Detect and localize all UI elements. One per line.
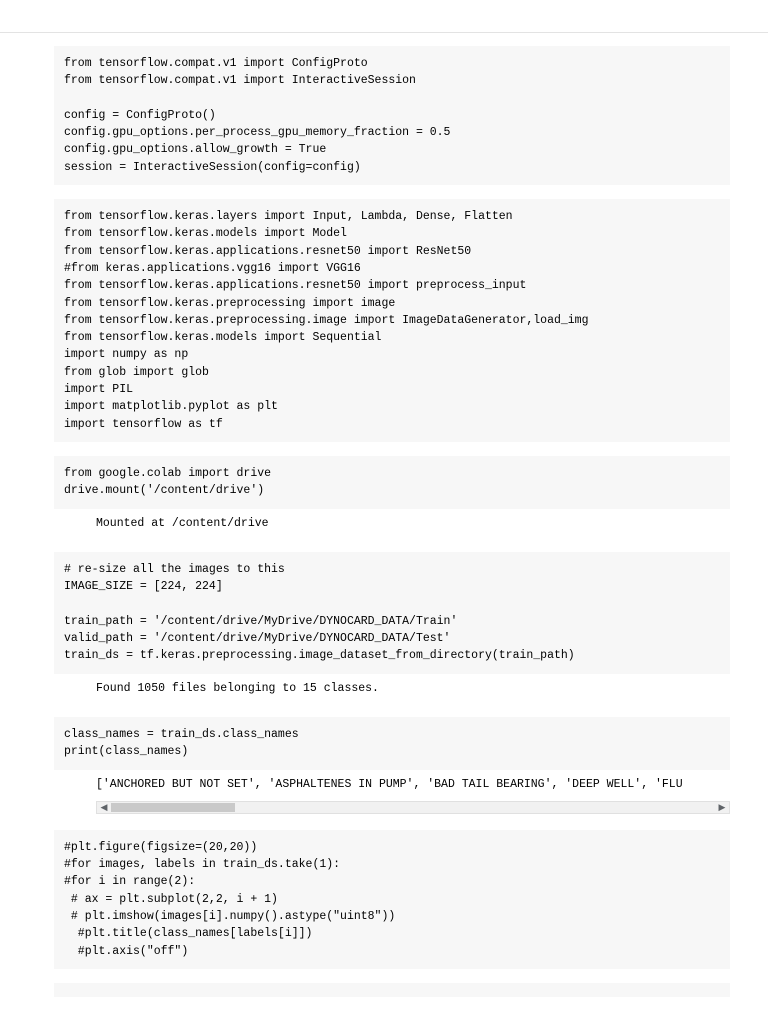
scrollbar-track[interactable] [96, 801, 730, 814]
code-line: print(class_names) [64, 745, 189, 759]
code-line: class_names = train_ds.class_names [64, 727, 299, 741]
output-horizontal-scrollbar[interactable] [54, 799, 730, 816]
code-line: IMAGE_SIZE = [224, 224] [64, 580, 223, 594]
scroll-left-arrow-icon[interactable]: ◀ [100, 801, 108, 812]
code-line: from tensorflow.keras.layers import Input, Lambda, Dense, Flatten [64, 210, 513, 224]
notebook-cell [54, 199, 730, 442]
cell-output-scrollable [54, 770, 730, 816]
code-line: # re-size all the images to this [64, 562, 285, 576]
code-line: import PIL [64, 383, 134, 397]
code-line: #for images, labels in train_ds.take(1): [64, 858, 341, 872]
code-cell[interactable] [54, 456, 730, 509]
code-line: from tensorflow.keras.models import Model [64, 227, 347, 241]
code-line: session = InteractiveSession(config=config) [64, 160, 361, 174]
scroll-right-arrow-icon[interactable]: ▶ [718, 801, 726, 812]
output-text: ['ANCHORED BUT NOT SET', 'ASPHALTENES IN PUMP', 'BAD TAIL BEARING', 'DEEP WELL', 'FLU [96, 777, 683, 791]
notebook-cell [54, 717, 730, 816]
notebook-cell-partial [54, 983, 730, 997]
output-text: Found 1050 files belonging to 15 classes. [96, 681, 379, 695]
output-text: Mounted at /content/drive [96, 516, 269, 530]
notebook-cell [54, 830, 730, 969]
code-line: from glob import glob [64, 365, 209, 379]
code-line: from tensorflow.compat.v1 import ConfigProto [64, 57, 368, 70]
code-cell[interactable] [54, 199, 730, 442]
code-line: from tensorflow.compat.v1 import InteractiveSession [64, 74, 416, 88]
code-line: from tensorflow.keras.models import Sequential [64, 331, 382, 345]
code-line: from tensorflow.keras.preprocessing.image import ImageDataGenerator,load_img [64, 313, 589, 327]
code-line: config = ConfigProto() [64, 108, 216, 122]
code-cell[interactable] [54, 717, 730, 770]
code-line: valid_path = '/content/drive/MyDrive/DYNOCARD_DATA/Test' [64, 632, 451, 646]
code-line: from google.colab import drive [64, 466, 272, 480]
code-line-blank [64, 595, 730, 612]
code-line: #plt.axis("off") [64, 944, 189, 958]
code-line: #plt.title(class_names[labels[i]]) [64, 927, 313, 941]
notebook-body [54, 46, 730, 1011]
code-line: train_ds = tf.keras.preprocessing.image_dataset_from_directory(train_path) [64, 649, 575, 663]
code-line: from tensorflow.keras.preprocessing import image [64, 296, 396, 310]
code-line: from tensorflow.keras.applications.resnet50 import preprocess_input [64, 279, 527, 293]
code-line: import tensorflow as tf [64, 417, 223, 431]
cell-output [54, 674, 730, 703]
code-line: config.gpu_options.per_process_gpu_memory_fraction = 0.5 [64, 126, 451, 140]
code-line: import numpy as np [64, 348, 189, 362]
code-line: config.gpu_options.allow_growth = True [64, 143, 327, 157]
code-cell[interactable] [54, 46, 730, 185]
code-line: drive.mount('/content/drive') [64, 484, 265, 498]
notebook-cell [54, 46, 730, 185]
code-line: #from keras.applications.vgg16 import VGG16 [64, 261, 361, 275]
cell-output [54, 509, 730, 538]
code-cell[interactable] [54, 552, 730, 674]
code-line: # ax = plt.subplot(2,2, i + 1) [64, 892, 278, 906]
notebook-cell [54, 456, 730, 538]
code-line-blank [64, 90, 730, 107]
code-line: import matplotlib.pyplot as plt [64, 400, 278, 414]
code-line: from tensorflow.keras.applications.resnet50 import ResNet50 [64, 244, 472, 258]
code-cell-clipped[interactable] [54, 983, 730, 997]
notebook-cell [54, 552, 730, 703]
code-line: #plt.figure(figsize=(20,20)) [64, 840, 258, 854]
page-top-divider [0, 32, 768, 33]
code-line: train_path = '/content/drive/MyDrive/DYNOCARD_DATA/Train' [64, 614, 458, 628]
code-line: #for i in range(2): [64, 875, 196, 889]
code-line: # plt.imshow(images[i].numpy().astype("uint8")) [64, 909, 396, 923]
scrollbar-thumb[interactable] [111, 803, 235, 812]
code-cell[interactable] [54, 830, 730, 969]
